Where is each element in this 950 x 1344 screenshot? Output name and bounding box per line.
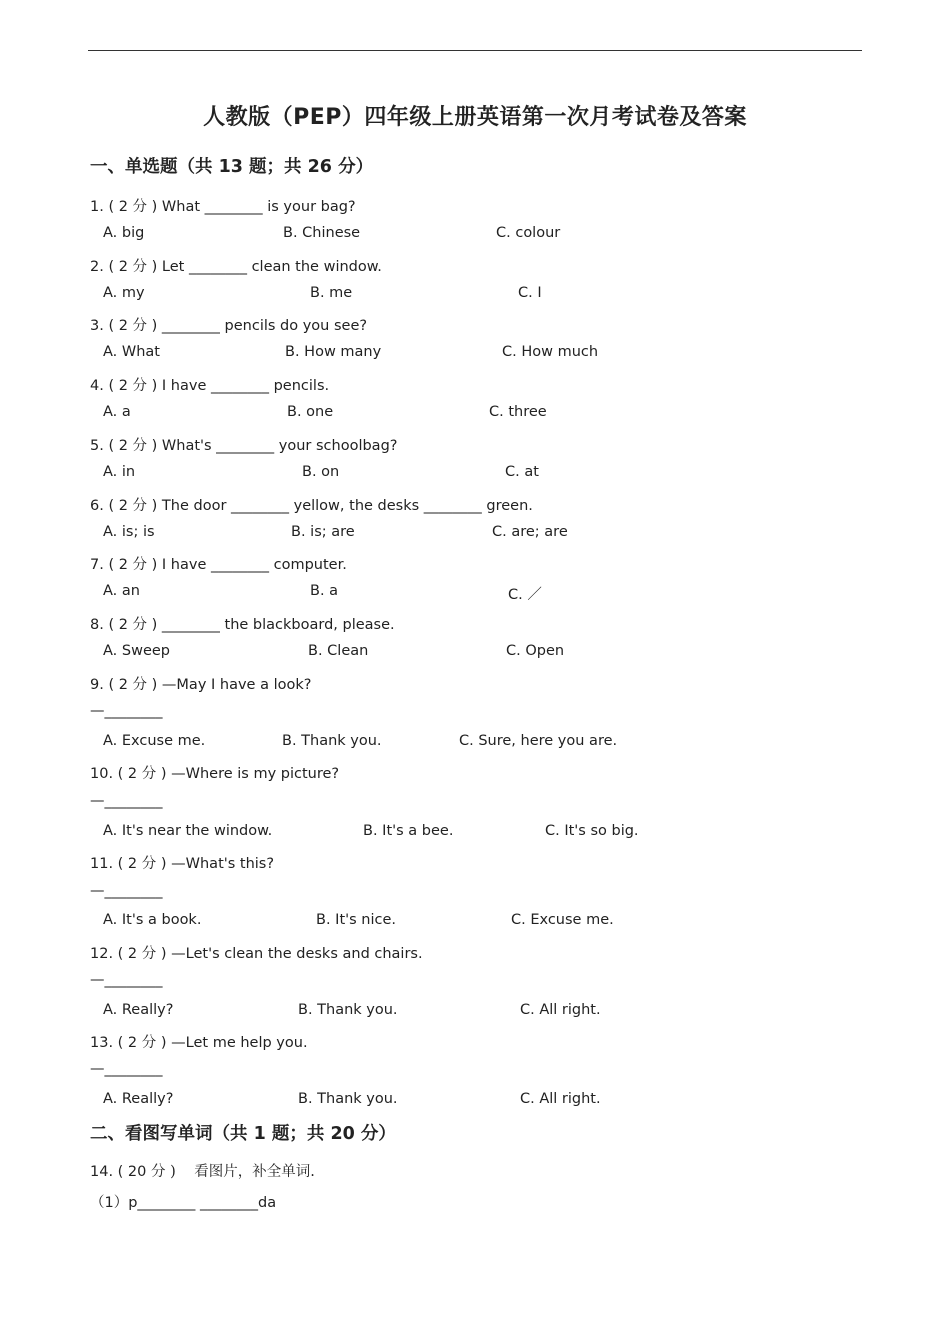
- question-5: [90, 434, 397, 455]
- option-a: A. is; is: [103, 524, 155, 540]
- points-unit: 分: [141, 946, 157, 962]
- question-number: 10. ( 2: [90, 766, 142, 782]
- question-text: ) What ________ is your bag?: [147, 199, 356, 215]
- question-number: 1. ( 2: [90, 199, 133, 215]
- option-a: A. in: [103, 464, 136, 480]
- question-number: 8. ( 2: [90, 617, 133, 633]
- question-text: ) I have ________ pencils.: [147, 378, 330, 394]
- question-number: 5. ( 2: [90, 438, 133, 454]
- points-unit: 分: [141, 766, 157, 782]
- top-rule: [88, 50, 862, 51]
- question-text: ) —What's this?: [156, 856, 275, 872]
- option-b: B. Chinese: [283, 225, 361, 241]
- option-c: C. ／: [508, 587, 542, 603]
- points-unit: 分: [132, 617, 148, 633]
- option-c: C. It's so big.: [545, 823, 639, 839]
- option-a: A. big: [103, 225, 145, 241]
- question-text: ) Let ________ clean the window.: [147, 259, 382, 275]
- question-3: [90, 314, 367, 335]
- question-number: 6. ( 2: [90, 498, 133, 514]
- points-unit: 分: [151, 1164, 166, 1180]
- option-b: B. It's a bee.: [363, 823, 454, 839]
- question-9: [90, 673, 311, 694]
- question-number: 2. ( 2: [90, 259, 133, 275]
- question-4: [90, 374, 329, 395]
- question-text: ) I have ________ computer.: [147, 557, 347, 573]
- points-unit: 分: [132, 378, 148, 394]
- question-text: ) —May I have a look?: [147, 677, 312, 693]
- question-number: 14. ( 20: [90, 1164, 151, 1180]
- option-c: C. All right.: [520, 1002, 601, 1018]
- option-a: A. an: [103, 583, 140, 599]
- option-c: C. How much: [502, 344, 599, 360]
- question-12: [90, 942, 423, 963]
- option-b: B. Thank you.: [298, 1002, 398, 1018]
- reply-blank: —________: [90, 793, 163, 809]
- question-text: ) What's ________ your schoolbag?: [147, 438, 398, 454]
- option-b: B. me: [310, 285, 353, 301]
- reply-blank: —________: [90, 1061, 163, 1077]
- reply-blank: —________: [90, 703, 163, 719]
- question-8: [90, 613, 395, 634]
- option-c: C. All right.: [520, 1091, 601, 1107]
- question-number: 12. ( 2: [90, 946, 142, 962]
- question-number: 4. ( 2: [90, 378, 133, 394]
- option-c: C. Excuse me.: [511, 912, 614, 928]
- option-a: A. Sweep: [103, 643, 170, 659]
- question-text: ) ________ pencils do you see?: [147, 318, 368, 334]
- option-b: B. a: [310, 583, 339, 599]
- option-b: B. is; are: [291, 524, 355, 540]
- question-number: 13. ( 2: [90, 1035, 142, 1051]
- option-b: B. Thank you.: [282, 733, 382, 749]
- option-c: C. three: [489, 404, 547, 420]
- question-6: [90, 494, 533, 515]
- question-text: ) —Let me help you.: [156, 1035, 308, 1051]
- question-1: [90, 195, 356, 216]
- page-title: 人教版（PEP）四年级上册英语第一次月考试卷及答案: [203, 105, 747, 130]
- option-a: A. What: [103, 344, 160, 360]
- option-c: C. at: [505, 464, 539, 480]
- question-text: ) ________ the blackboard, please.: [147, 617, 395, 633]
- question-number: 7. ( 2: [90, 557, 133, 573]
- points-unit: 分: [132, 677, 148, 693]
- question-text: ) —Let's clean the desks and chairs.: [156, 946, 423, 962]
- option-a: A. Really?: [103, 1091, 174, 1107]
- option-a: A. a: [103, 404, 131, 420]
- option-c: C. Sure, here you are.: [459, 733, 618, 749]
- option-b: B. Thank you.: [298, 1091, 398, 1107]
- sub-question-1: （1）p________ ________da: [90, 1195, 277, 1211]
- option-b: B. one: [287, 404, 334, 420]
- option-c: C. Open: [506, 643, 565, 659]
- option-b: B. It's nice.: [316, 912, 396, 928]
- option-c: C. colour: [496, 225, 561, 241]
- section-heading-2: 二、看图写单词（共 1 题；共 20 分）: [90, 1124, 396, 1144]
- option-c: C. are; are: [492, 524, 568, 540]
- question-text: ) 看图片，补全单词.: [165, 1164, 315, 1180]
- points-unit: 分: [132, 498, 148, 514]
- option-a: A. my: [103, 285, 145, 301]
- question-11: [90, 852, 274, 873]
- option-a: A. It's near the window.: [103, 823, 273, 839]
- points-unit: 分: [132, 557, 148, 573]
- option-a: A. Excuse me.: [103, 733, 206, 749]
- question-number: 3. ( 2: [90, 318, 133, 334]
- question-2: [90, 255, 382, 276]
- option-a: A. It's a book.: [103, 912, 202, 928]
- option-b: B. How many: [285, 344, 382, 360]
- question-text: ) The door ________ yellow, the desks ________ green.: [147, 498, 533, 514]
- option-b: B. Clean: [308, 643, 369, 659]
- question-10: [90, 762, 339, 783]
- reply-blank: —________: [90, 883, 163, 899]
- question-7: [90, 553, 347, 574]
- option-b: B. on: [302, 464, 340, 480]
- reply-blank: —________: [90, 972, 163, 988]
- section-heading-1: 一、单选题（共 13 题；共 26 分）: [90, 157, 374, 177]
- points-unit: 分: [132, 438, 148, 454]
- question-number: 9. ( 2: [90, 677, 133, 693]
- points-unit: 分: [132, 259, 148, 275]
- points-unit: 分: [141, 1035, 157, 1051]
- question-14: [90, 1160, 315, 1181]
- points-unit: 分: [141, 856, 157, 872]
- question-number: 11. ( 2: [90, 856, 142, 872]
- question-text: ) —Where is my picture?: [156, 766, 340, 782]
- option-a: A. Really?: [103, 1002, 174, 1018]
- points-unit: 分: [132, 199, 148, 215]
- points-unit: 分: [132, 318, 148, 334]
- option-c: C. I: [518, 285, 542, 301]
- question-13: [90, 1031, 308, 1052]
